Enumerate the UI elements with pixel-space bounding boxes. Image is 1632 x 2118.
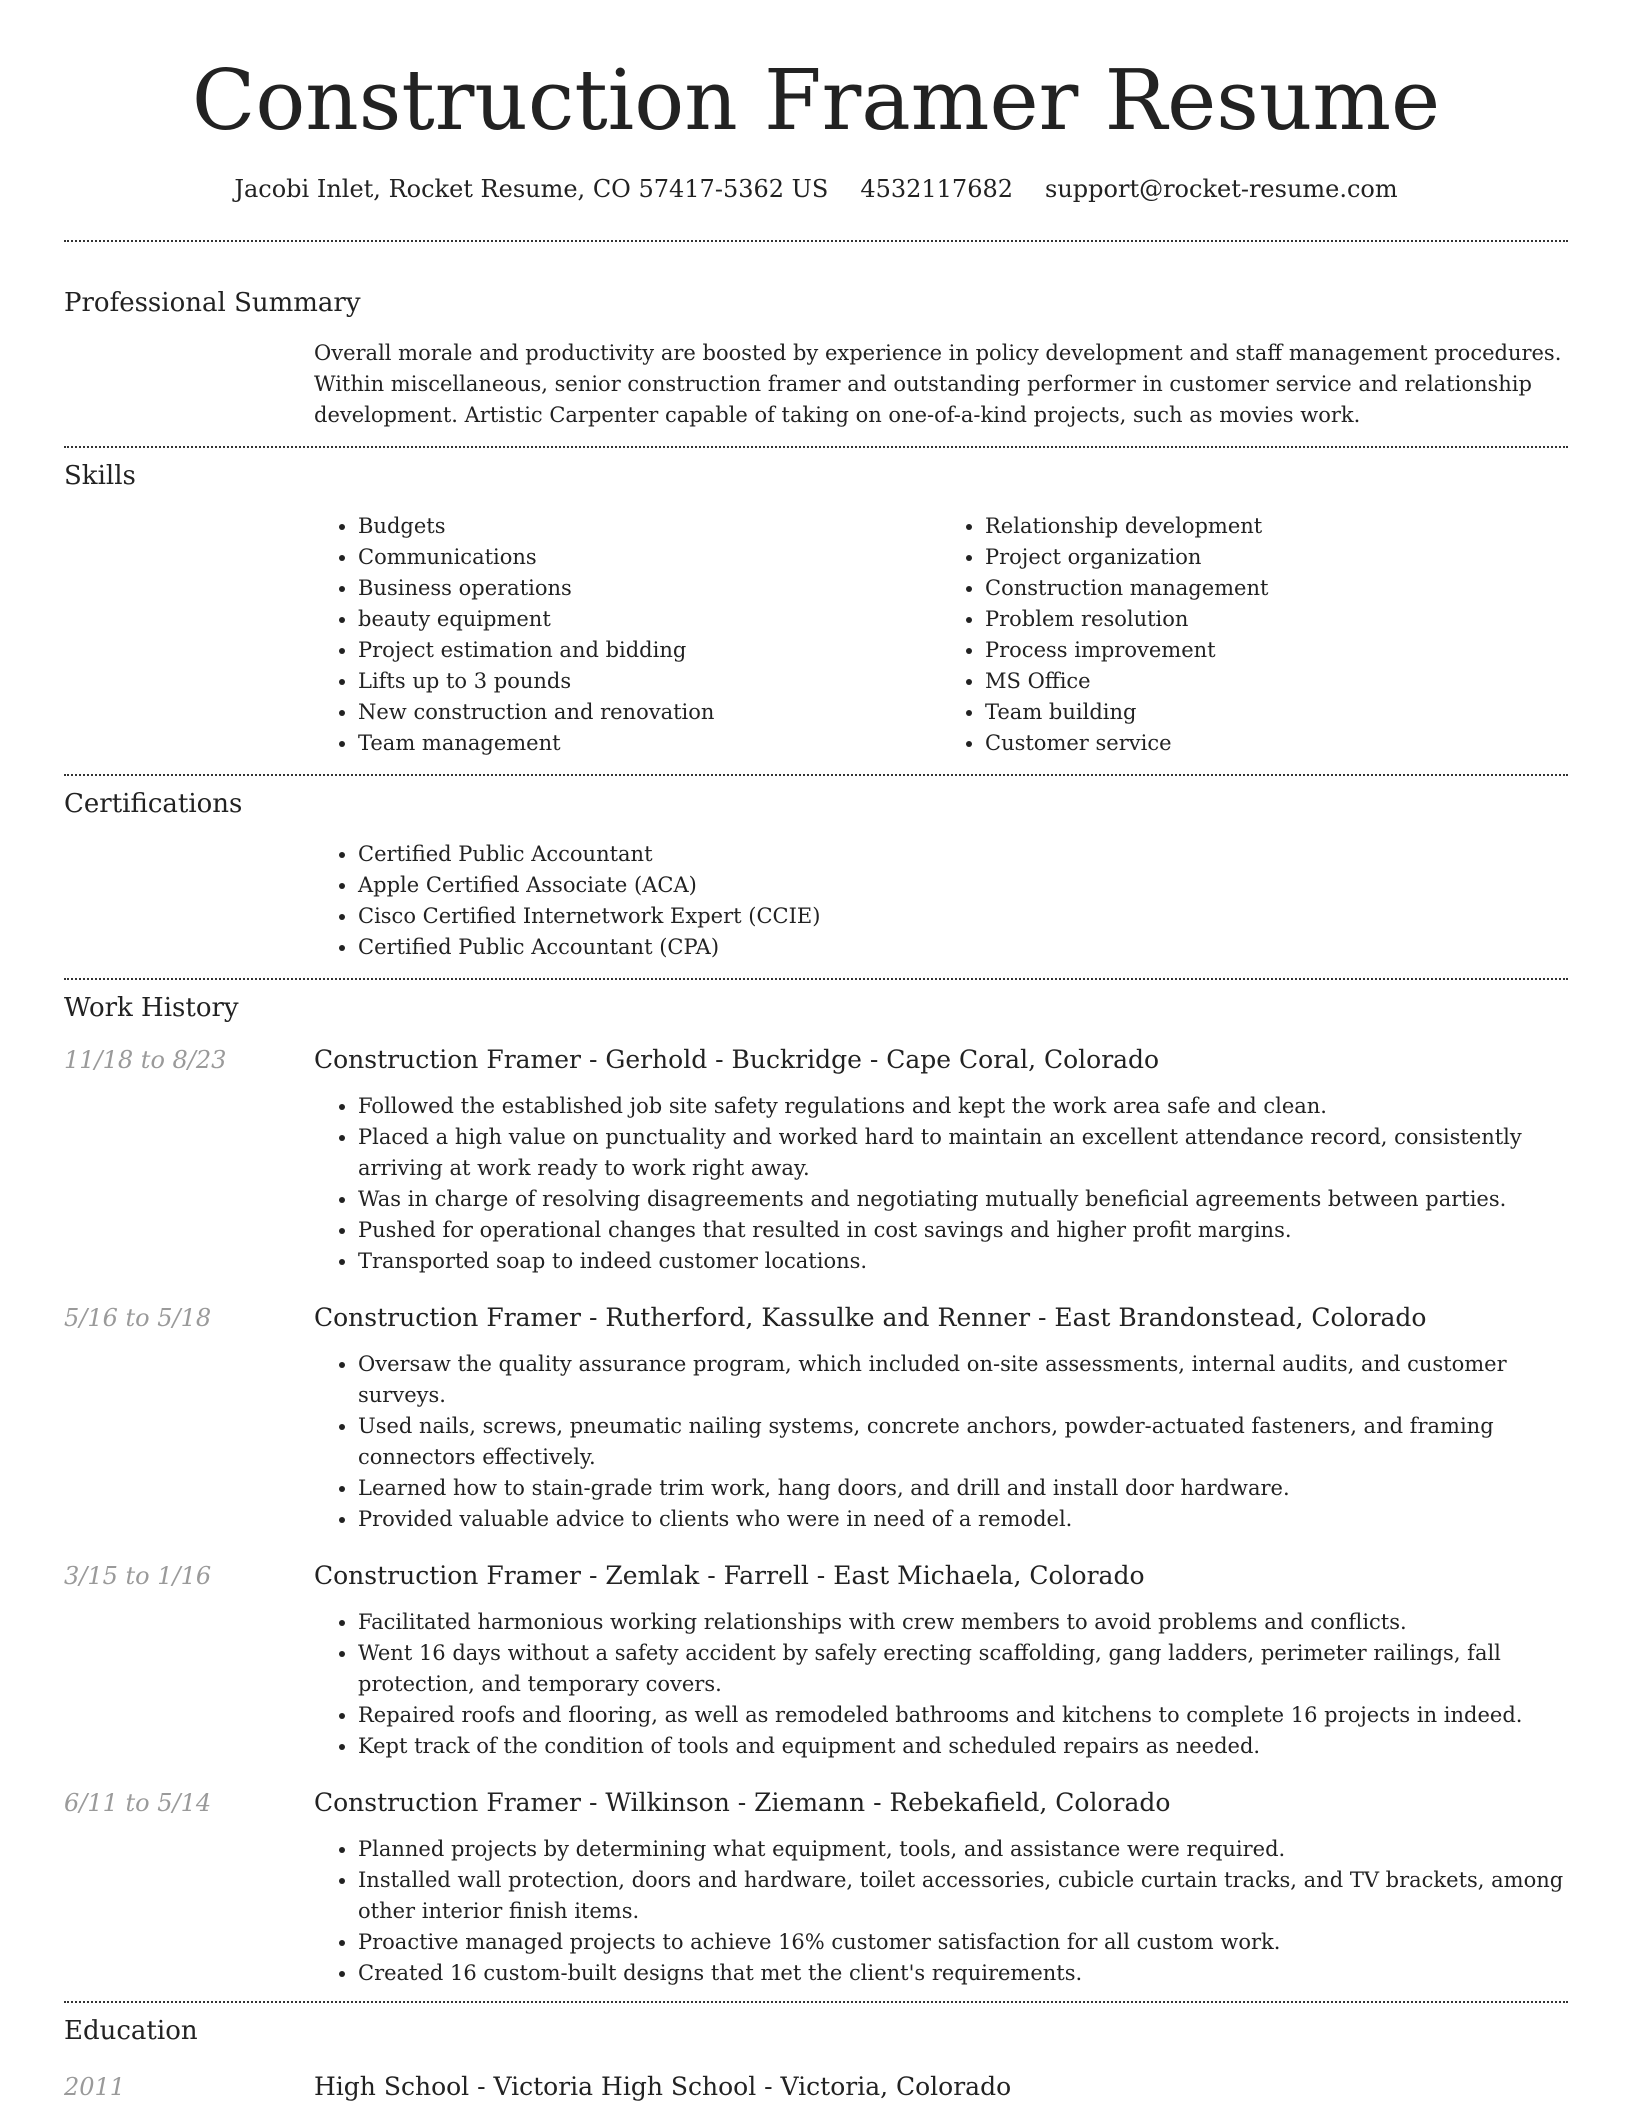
skill-item: • Business operations: [358, 573, 941, 604]
skill-item: • Problem resolution: [985, 604, 1568, 635]
skill-item: • Team management: [358, 728, 941, 759]
skills-section: [0, 448, 1632, 774]
job-bullet: • Facilitated harmonious working relationships with crew members to avoid problems and conflicts.: [358, 1607, 1568, 1638]
job-bullet: • Used nails, screws, pneumatic nailing systems, concrete anchors, powder-actuated fasteners, and framing connectors effectively.: [358, 1411, 1568, 1473]
skill-item: • MS Office: [985, 666, 1568, 697]
certification-item: • Certified Public Accountant: [358, 839, 1568, 870]
job-bullet: • Proactive managed projects to achieve 16% customer satisfaction for all custom work.: [358, 1927, 1568, 1958]
job-title: Construction Framer - Gerhold - Buckridge - Cape Coral, Colorado: [314, 1045, 1160, 1074]
education-section: [0, 2003, 1632, 2118]
job-entry: [64, 1043, 1568, 1277]
job-bullet: • Followed the established job site safety regulations and kept the work area safe and clean.: [358, 1091, 1568, 1122]
skill-item: • Project organization: [985, 542, 1568, 573]
certifications-content: [314, 839, 1568, 978]
certification-item: • Cisco Certified Internetwork Expert (CCIE): [358, 901, 1568, 932]
job-dates: 6/11 to 5/14: [64, 1789, 212, 1817]
job-bullets: [314, 1834, 1568, 1989]
skills-grid: [314, 511, 1568, 774]
certifications-section: [0, 776, 1632, 978]
section-title-certifications: Certifications: [64, 789, 243, 819]
skill-item: • Project estimation and bidding: [358, 635, 941, 666]
job-bullets: [314, 1091, 1568, 1277]
skill-item: • Team building: [985, 697, 1568, 728]
work-history-section: [0, 980, 1632, 2001]
skill-item: • beauty equipment: [358, 604, 941, 635]
skill-item: • Budgets: [358, 511, 941, 542]
job-dates: 11/18 to 8/23: [64, 1046, 227, 1074]
skills-list-right: [941, 511, 1568, 759]
job-title: Construction Framer - Wilkinson - Ziemann - Rebekafield, Colorado: [314, 1788, 1171, 1817]
job-title: Construction Framer - Zemlak - Farrell - East Michaela, Colorado: [314, 1561, 1145, 1590]
job-bullet: • Learned how to stain-grade trim work, hang doors, and drill and install door hardware.: [358, 1473, 1568, 1504]
job-body: [314, 1559, 1568, 1762]
education-entry: [64, 2070, 1568, 2118]
section-title-work-history: Work History: [64, 993, 239, 1023]
skills-list-left: [314, 511, 941, 759]
job-dates: 3/15 to 1/16: [64, 1562, 212, 1590]
job-bullet: • Went 16 days without a safety accident by safely erecting scaffolding, gang ladders, perimeter railings, fall protection, and temporary covers.: [358, 1638, 1568, 1700]
contact-phone: 4532117682: [860, 175, 1014, 203]
certifications-list: [314, 839, 1568, 963]
contact-address: Jacobi Inlet, Rocket Resume, CO 57417-5362 US: [234, 175, 829, 203]
job-body: [314, 1301, 1568, 1535]
education-title: High School - Victoria High School - Victoria, Colorado: [314, 2072, 1012, 2101]
skill-item: • Relationship development: [985, 511, 1568, 542]
skill-item: • Lifts up to 3 pounds: [358, 666, 941, 697]
skill-item: • Construction management: [985, 573, 1568, 604]
job-bullet: • Provided valuable advice to clients who were in need of a remodel.: [358, 1504, 1568, 1535]
job-entry: [64, 1301, 1568, 1535]
job-entry: [64, 1559, 1568, 1762]
summary-section: [0, 242, 1632, 446]
contact-email: support@rocket-resume.com: [1045, 175, 1398, 203]
certification-item: • Apple Certified Associate (ACA): [358, 870, 1568, 901]
skill-item: • Process improvement: [985, 635, 1568, 666]
section-title-skills: Skills: [64, 461, 136, 491]
skill-item: • New construction and renovation: [358, 697, 941, 728]
skill-item: • Communications: [358, 542, 941, 573]
job-dates: 5/16 to 5/18: [64, 1304, 212, 1332]
job-bullet: • Repaired roofs and flooring, as well as remodeled bathrooms and kitchens to complete 16 projects in indeed.: [358, 1700, 1568, 1731]
job-body: [314, 1043, 1568, 1277]
education-body: [314, 2070, 1568, 2118]
summary-content: [314, 338, 1568, 446]
job-bullet: • Planned projects by determining what equipment, tools, and assistance were required.: [358, 1834, 1568, 1865]
section-title-summary: Professional Summary: [64, 288, 361, 318]
job-entry: [64, 1786, 1568, 1989]
skill-item: • Customer service: [985, 728, 1568, 759]
job-bullets: [314, 1349, 1568, 1535]
job-bullet: • Installed wall protection, doors and hardware, toilet accessories, cubicle curtain tracks, and TV brackets, among other interior finish items.: [358, 1865, 1568, 1927]
certification-item: • Certified Public Accountant (CPA): [358, 932, 1568, 963]
contact-info: [0, 172, 1632, 206]
job-bullet: • Placed a high value on punctuality and worked hard to maintain an excellent attendance record, consistently arriving at work ready to work right away.: [358, 1122, 1568, 1184]
section-title-education: Education: [64, 2016, 198, 2046]
job-title: Construction Framer - Rutherford, Kassulke and Renner - East Brandonstead, Colorado: [314, 1303, 1427, 1332]
job-bullet: • Pushed for operational changes that resulted in cost savings and higher profit margins.: [358, 1215, 1568, 1246]
job-body: [314, 1786, 1568, 1989]
job-bullet: • Created 16 custom-built designs that met the client's requirements.: [358, 1958, 1568, 1989]
job-bullets: [314, 1607, 1568, 1762]
job-bullet: • Transported soap to indeed customer locations.: [358, 1246, 1568, 1277]
job-bullet: • Was in charge of resolving disagreements and negotiating mutually beneficial agreements between parties.: [358, 1184, 1568, 1215]
summary-text: Overall morale and productivity are boosted by experience in policy development and staff management procedures. Within miscellaneous, senior construction framer and outstanding performer in customer service and relationship development. Artistic Carpenter capable of taking on one-of-a-kind projects, such as movies work.: [314, 341, 1562, 427]
resume-title: Construction Framer Resume: [191, 52, 1441, 149]
job-bullet: • Oversaw the quality assurance program, which included on-site assessments, internal audits, and customer surveys.: [358, 1349, 1568, 1411]
education-dates: 2011: [64, 2073, 126, 2101]
job-bullet: • Kept track of the condition of tools and equipment and scheduled repairs as needed.: [358, 1731, 1568, 1762]
